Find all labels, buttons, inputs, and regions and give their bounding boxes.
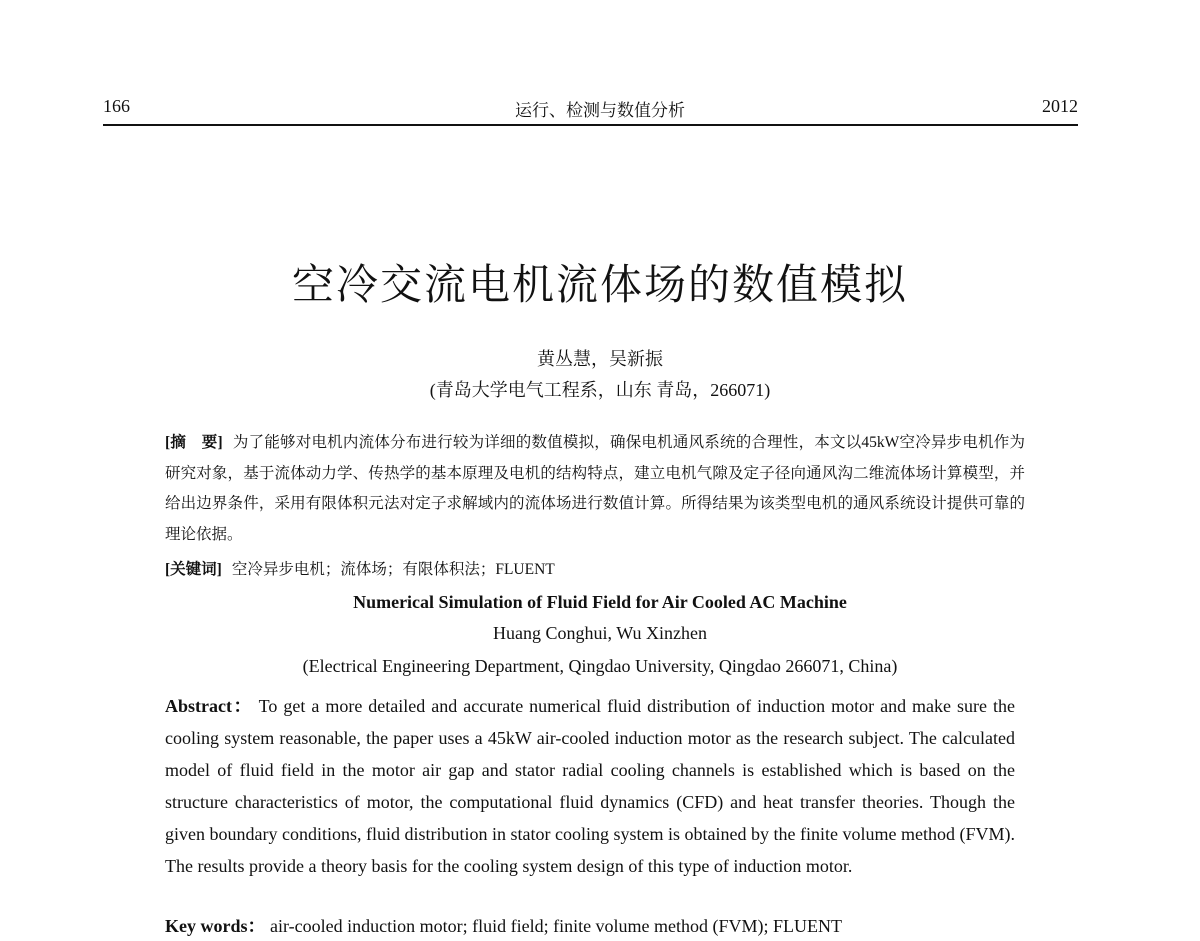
authors: 黄丛慧，吴新振 — [537, 349, 663, 369]
english-authors: Huang Conghui, Wu Xinzhen — [493, 623, 707, 643]
chinese-keywords — [165, 557, 555, 579]
english-abstract — [165, 690, 1015, 882]
english-keywords-label: Key words： — [165, 916, 266, 936]
abstract-label: [摘 要] — [165, 434, 223, 451]
english-affiliation: (Electrical Engineering Department, Qingdao University, Qingdao 266071, China) — [302, 656, 898, 676]
header-year: 2012 — [1042, 96, 1078, 116]
affiliation: (青岛大学电气工程系，山东 青岛，266071) — [429, 380, 771, 400]
keywords-text: 空冷异步电机；流体场；有限体积法；FLUENT — [231, 561, 555, 578]
english-abstract-text: To get a more detailed and accurate numerical fluid distribution of induction motor and make sure the cooling system reasonable, the paper uses a 45kW air-cooled induction motor as the research subject. The calculated model of fluid field in the motor air gap and stator radial cooling channels is established which is based on the structure characteristics of motor, the computational fluid dynamics (CFD) and heat transfer theories. Though the given boundary conditions, fluid distribution in stator cooling system is obtained by the finite volume method (FVM). The results provide a theory basis for the cooling system design of this type of induction motor. — [165, 696, 1015, 876]
chinese-abstract — [165, 428, 1025, 550]
page-number: 166 — [103, 96, 130, 116]
english-abstract-label: Abstract： — [165, 696, 253, 716]
abstract-text: 为了能够对电机内流体分布进行较为详细的数值模拟，确保电机通风系统的合理性，本文以45kW空冷异步电机作为研究对象，基于流体动力学、传热学的基本原理及电机的结构特点，建立电机气隙及定子径向通风沟二维流体场计算模型，并给出边界条件，采用有限体积元法对定子求解域内的流体场进行数值计算。所得结果为该类型电机的通风系统设计提供可靠的理论依据。 — [165, 434, 1026, 543]
running-header: 运行、检测与数值分析 — [515, 101, 685, 120]
english-keywords — [165, 912, 842, 938]
keywords-label: [关键词] — [165, 561, 222, 578]
paper-title: 空冷交流电机流体场的数值模拟 — [291, 260, 908, 309]
english-title: Numerical Simulation of Fluid Field for Air Cooled AC Machine — [353, 592, 847, 612]
english-keywords-text: air-cooled induction motor; fluid field; finite volume method (FVM); FLUENT — [270, 916, 843, 936]
header-rule — [103, 124, 1078, 126]
